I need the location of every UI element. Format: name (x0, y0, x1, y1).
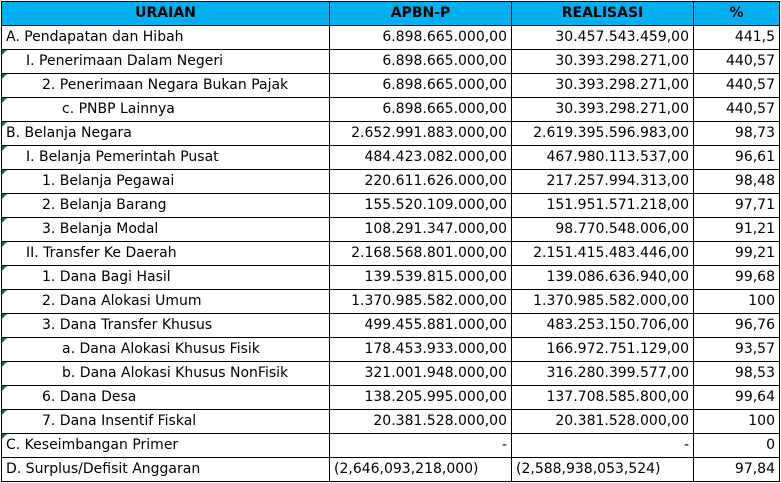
cell-percent: 91,21 (694, 218, 780, 242)
cell-apbn-p: 484.423.082.000,00 (330, 146, 512, 170)
table-row (2, 146, 780, 170)
cell-realisasi: (2,588,938,053,524) (512, 458, 694, 482)
table-row (2, 362, 780, 386)
cell-apbn-p: 1.370.985.582.000,00 (330, 290, 512, 314)
cell-uraian: 2. Belanja Barang (2, 194, 330, 218)
cell-uraian: A. Pendapatan dan Hibah (2, 26, 330, 50)
cell-realisasi: 483.253.150.706,00 (512, 314, 694, 338)
cell-realisasi: 217.257.994.313,00 (512, 170, 694, 194)
cell-percent: 440,57 (694, 50, 780, 74)
table-row (2, 314, 780, 338)
cell-uraian: 3. Belanja Modal (2, 218, 330, 242)
cell-percent: 0 (694, 434, 780, 458)
cell-apbn-p: 321.001.948.000,00 (330, 362, 512, 386)
cell-percent: 97,71 (694, 194, 780, 218)
cell-uraian: a. Dana Alokasi Khusus Fisik (2, 338, 330, 362)
cell-percent: 98,73 (694, 122, 780, 146)
cell-uraian: 3. Dana Transfer Khusus (2, 314, 330, 338)
cell-uraian: b. Dana Alokasi Khusus NonFisik (2, 362, 330, 386)
cell-apbn-p: 499.455.881.000,00 (330, 314, 512, 338)
cell-realisasi: 467.980.113.537,00 (512, 146, 694, 170)
cell-apbn-p: (2,646,093,218,000) (330, 458, 512, 482)
cell-apbn-p: 6.898.665.000,00 (330, 98, 512, 122)
table-row (2, 50, 780, 74)
table-row (2, 74, 780, 98)
cell-percent: 98,48 (694, 170, 780, 194)
budget-table (1, 1, 780, 482)
cell-percent: 440,57 (694, 98, 780, 122)
cell-realisasi: 166.972.751.129,00 (512, 338, 694, 362)
cell-uraian: 6. Dana Desa (2, 386, 330, 410)
table-row (2, 338, 780, 362)
cell-uraian: 1. Dana Bagi Hasil (2, 266, 330, 290)
cell-apbn-p: 6.898.665.000,00 (330, 50, 512, 74)
cell-realisasi: 20.381.528.000,00 (512, 410, 694, 434)
cell-uraian: I. Penerimaan Dalam Negeri (2, 50, 330, 74)
cell-realisasi: 98.770.548.006,00 (512, 218, 694, 242)
cell-apbn-p: 138.205.995.000,00 (330, 386, 512, 410)
cell-uraian: II. Transfer Ke Daerah (2, 242, 330, 266)
table-row (2, 98, 780, 122)
cell-uraian: 7. Dana Insentif Fiskal (2, 410, 330, 434)
cell-realisasi: 137.708.585.800,00 (512, 386, 694, 410)
table-body (2, 26, 780, 482)
cell-realisasi: - (512, 434, 694, 458)
table-row (2, 410, 780, 434)
table-row (2, 266, 780, 290)
header-apbn-p: APBN-P (330, 2, 512, 26)
table-row (2, 26, 780, 50)
cell-uraian: 2. Dana Alokasi Umum (2, 290, 330, 314)
cell-percent: 99,68 (694, 266, 780, 290)
cell-percent: 441,5 (694, 26, 780, 50)
cell-apbn-p: 6.898.665.000,00 (330, 74, 512, 98)
cell-percent: 93,57 (694, 338, 780, 362)
cell-percent: 99,64 (694, 386, 780, 410)
cell-uraian: I. Belanja Pemerintah Pusat (2, 146, 330, 170)
header-uraian: URAIAN (2, 2, 330, 26)
cell-realisasi: 2.151.415.483.446,00 (512, 242, 694, 266)
cell-realisasi: 30.393.298.271,00 (512, 98, 694, 122)
cell-realisasi: 2.619.395.596.983,00 (512, 122, 694, 146)
table-row (2, 458, 780, 482)
cell-realisasi: 30.457.543.459,00 (512, 26, 694, 50)
cell-percent: 98,53 (694, 362, 780, 386)
cell-uraian: 1. Belanja Pegawai (2, 170, 330, 194)
cell-apbn-p: 155.520.109.000,00 (330, 194, 512, 218)
cell-apbn-p: 6.898.665.000,00 (330, 26, 512, 50)
table-row (2, 194, 780, 218)
table-row (2, 170, 780, 194)
cell-percent: 96,76 (694, 314, 780, 338)
header-realisasi: REALISASI (512, 2, 694, 26)
cell-apbn-p: 2.168.568.801.000,00 (330, 242, 512, 266)
table-row (2, 122, 780, 146)
table-row (2, 290, 780, 314)
cell-uraian: C. Keseimbangan Primer (2, 434, 330, 458)
cell-percent: 440,57 (694, 74, 780, 98)
cell-apbn-p: - (330, 434, 512, 458)
cell-uraian: 2. Penerimaan Negara Bukan Pajak (2, 74, 330, 98)
cell-uraian: c. PNBP Lainnya (2, 98, 330, 122)
cell-percent: 97,84 (694, 458, 780, 482)
cell-apbn-p: 220.611.626.000,00 (330, 170, 512, 194)
cell-realisasi: 1.370.985.582.000,00 (512, 290, 694, 314)
cell-realisasi: 139.086.636.940,00 (512, 266, 694, 290)
table-row (2, 386, 780, 410)
cell-percent: 96,61 (694, 146, 780, 170)
cell-realisasi: 151.951.571.218,00 (512, 194, 694, 218)
cell-apbn-p: 108.291.347.000,00 (330, 218, 512, 242)
cell-apbn-p: 2.652.991.883.000,00 (330, 122, 512, 146)
header-percent: % (694, 2, 780, 26)
table-row (2, 242, 780, 266)
cell-percent: 100 (694, 410, 780, 434)
cell-percent: 100 (694, 290, 780, 314)
cell-percent: 99,21 (694, 242, 780, 266)
cell-realisasi: 30.393.298.271,00 (512, 74, 694, 98)
cell-uraian: D. Surplus/Defisit Anggaran (2, 458, 330, 482)
cell-apbn-p: 20.381.528.000,00 (330, 410, 512, 434)
cell-apbn-p: 178.453.933.000,00 (330, 338, 512, 362)
table-row (2, 434, 780, 458)
cell-realisasi: 30.393.298.271,00 (512, 50, 694, 74)
table-row (2, 218, 780, 242)
cell-realisasi: 316.280.399.577,00 (512, 362, 694, 386)
header-row (2, 2, 780, 26)
cell-apbn-p: 139.539.815.000,00 (330, 266, 512, 290)
cell-uraian: B. Belanja Negara (2, 122, 330, 146)
